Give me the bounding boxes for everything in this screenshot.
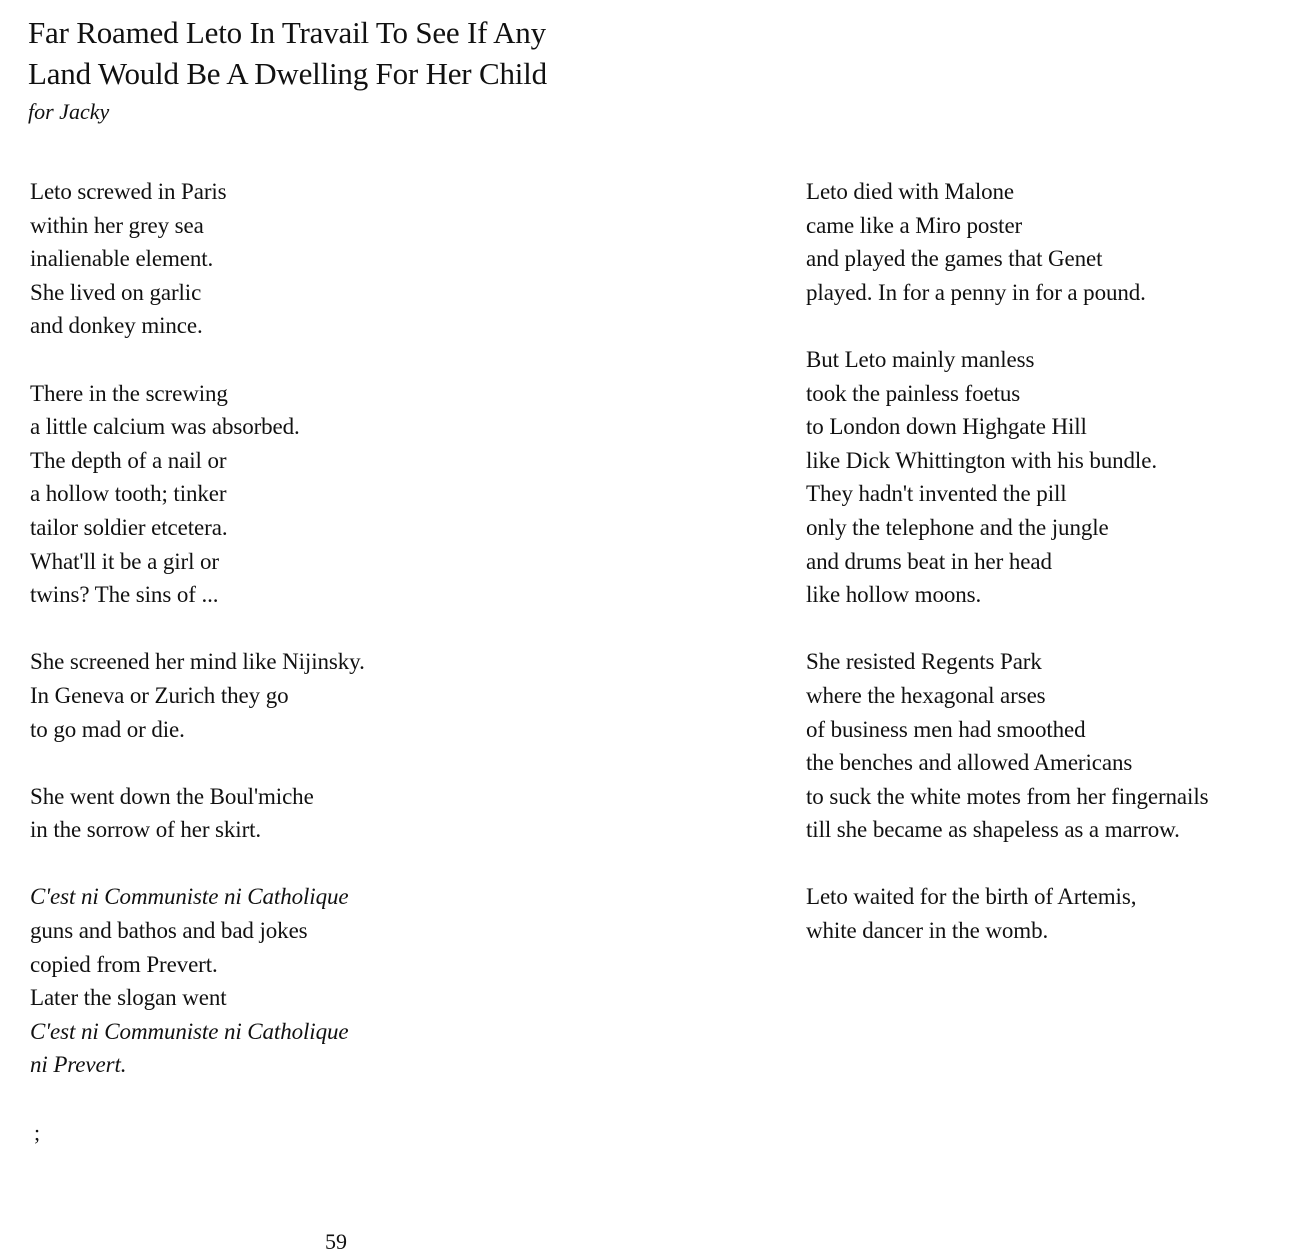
stanza-gap (806, 847, 1301, 881)
stanza-1 (30, 175, 730, 343)
stanza-6 (806, 175, 1301, 309)
verse-line: played. In for a penny in for a pound. (806, 279, 1146, 305)
verse-line: like hollow moons. (806, 582, 982, 608)
poem-title (28, 12, 547, 94)
verse-line: inalienable element. (30, 246, 214, 272)
verse-line: She lived on garlic (30, 279, 202, 305)
stanza-gap (30, 343, 730, 377)
verse-line: only the telephone and the jungle (806, 514, 1109, 540)
verse-line-italic: ni Prevert. (30, 1052, 127, 1078)
stanza-gap (806, 612, 1301, 646)
verse-line: tailor soldier etcetera. (30, 514, 228, 540)
stanza-4 (30, 780, 730, 847)
verse-line: There in the screwing (30, 380, 228, 406)
verse-line: the benches and allowed Americans (806, 750, 1133, 776)
left-column (30, 175, 730, 1082)
verse-line: They hadn't invented the pill (806, 481, 1067, 507)
stanza-gap (30, 746, 730, 780)
verse-line: In Geneva or Zurich they go (30, 682, 289, 708)
verse-line: to suck the white motes from her fingernails (806, 783, 1209, 809)
title-line-2: Land Would Be A Dwelling For Her Child (28, 56, 547, 91)
title-line-1: Far Roamed Leto In Travail To See If Any (28, 15, 546, 50)
verse-line: a hollow tooth; tinker (30, 481, 227, 507)
verse-line: copied from Prevert. (30, 951, 218, 977)
stanza-2 (30, 377, 730, 612)
verse-line: within her grey sea (30, 212, 204, 238)
verse-line: took the painless foetus (806, 380, 1021, 406)
verse-line: a little calcium was absorbed. (30, 414, 300, 440)
stanza-gap (30, 847, 730, 881)
verse-line: Leto died with Malone (806, 179, 1015, 204)
verse-line: of business men had smoothed (806, 716, 1086, 742)
verse-line: and drums beat in her head (806, 548, 1052, 574)
right-column (806, 175, 1301, 948)
verse-line-italic: C'est ni Communiste ni Catholique (30, 884, 349, 910)
verse-line: But Leto mainly manless (806, 346, 1035, 372)
dedication: for Jacky (28, 99, 110, 124)
verse-line: She resisted Regents Park (806, 649, 1042, 675)
stanza-3 (30, 645, 730, 746)
verse-line: Leto screwed in Paris (30, 179, 227, 204)
verse-line: Leto waited for the birth of Artemis, (806, 884, 1137, 910)
stanza-8 (806, 645, 1301, 847)
stanza-gap (806, 309, 1301, 343)
verse-line: till she became as shapeless as a marrow. (806, 817, 1180, 843)
verse-line: She screened her mind like Nijinsky. (30, 649, 365, 675)
stanza-5 (30, 880, 730, 1082)
page-number: 59 (325, 1229, 347, 1254)
verse-line: to go mad or die. (30, 716, 185, 742)
verse-line: guns and bathos and bad jokes (30, 918, 308, 944)
verse-line: white dancer in the womb. (806, 918, 1049, 944)
verse-line: and donkey mince. (30, 313, 203, 339)
verse-line: Later the slogan went (30, 985, 227, 1011)
verse-line: What'll it be a girl or (30, 548, 219, 574)
verse-line: like Dick Whittington with his bundle. (806, 447, 1157, 473)
verse-line: to London down Highgate Hill (806, 414, 1087, 440)
margin-mark: ; (34, 1120, 41, 1145)
stanza-gap (30, 612, 730, 646)
verse-line: where the hexagonal arses (806, 682, 1046, 708)
verse-line: twins? The sins of ... (30, 582, 219, 608)
verse-line: and played the games that Genet (806, 246, 1103, 272)
stanza-7 (806, 343, 1301, 612)
verse-line: in the sorrow of her skirt. (30, 817, 262, 843)
verse-line-italic: C'est ni Communiste ni Catholique (30, 1018, 349, 1044)
verse-line: She went down the Boul'miche (30, 783, 314, 809)
verse-line: came like a Miro poster (806, 212, 1023, 238)
verse-line: The depth of a nail or (30, 447, 227, 473)
stanza-9 (806, 880, 1301, 947)
